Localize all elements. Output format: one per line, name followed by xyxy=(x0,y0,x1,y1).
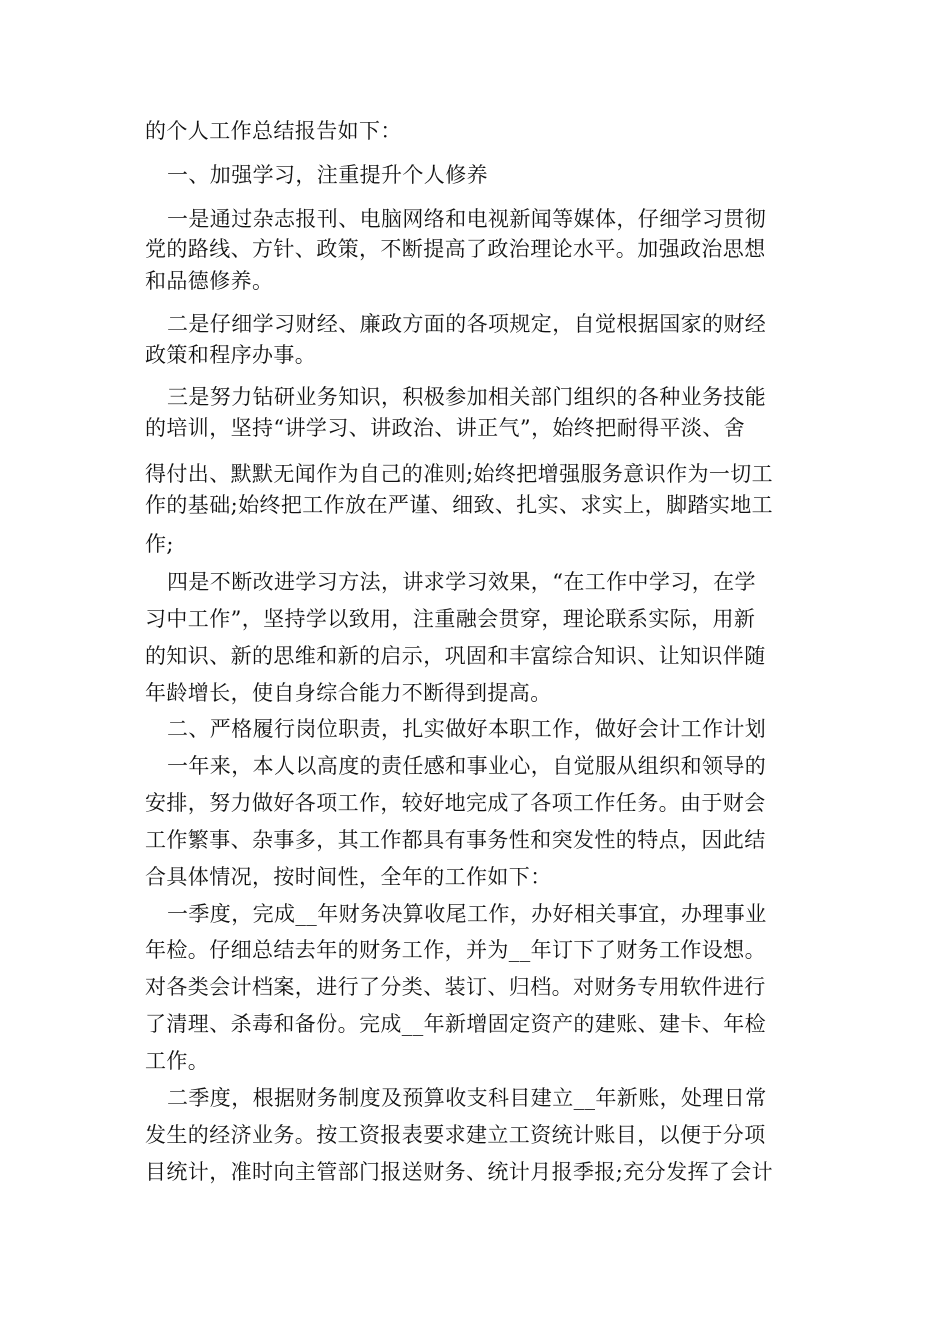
text-line: 四是不断改进学习方法，讲求学习效果，“在工作中学习，在学 xyxy=(167,570,756,594)
section-heading: 二、严格履行岗位职责，扎实做好本职工作，做好会计工作计划 xyxy=(167,717,767,741)
text-line: 习中工作”，坚持学以致用，注重融会贯穿，理论联系实际，用新 xyxy=(145,607,756,631)
text-line: 一是通过杂志报刊、电脑网络和电视新闻等媒体，仔细学习贯彻 xyxy=(167,207,767,231)
text-line: 二季度，根据财务制度及预算收支科目建立__年新账，处理日常 xyxy=(167,1086,767,1110)
text-line: 的培训，坚持“讲学习、讲政治、讲正气”，始终把耐得平淡、舍 xyxy=(145,416,746,440)
text-line: 了清理、杀毒和备份。完成__年新增固定资产的建账、建卡、年检 xyxy=(145,1012,766,1036)
text-line: 年龄增长，使自身综合能力不断得到提高。 xyxy=(145,681,552,705)
text-line: 党的路线、方针、政策，不断提高了政治理论水平。加强政治思想 xyxy=(145,237,766,261)
text-line: 年检。仔细总结去年的财务工作，并为__年订下了财务工作设想。 xyxy=(145,938,766,962)
text-line: 目统计，准时向主管部门报送财务、统计月报季报;充分发挥了会计 xyxy=(145,1160,774,1184)
text-line: 对各类会计档案，进行了分类、装订、归档。对财务专用软件进行 xyxy=(145,975,766,999)
text-line: 的个人工作总结报告如下： xyxy=(145,119,402,143)
text-line: 工作繁事、杂事多，其工作都具有事务性和突发性的特点，因此结 xyxy=(145,828,766,852)
text-line: 发生的经济业务。按工资报表要求建立工资统计账目，以便于分项 xyxy=(145,1123,766,1147)
text-line: 政策和程序办事。 xyxy=(145,343,317,367)
text-line: 得付出、默默无闻作为自己的准则;始终把增强服务意识作为一切工 xyxy=(145,462,774,486)
text-line: 一年来，本人以高度的责任感和事业心，自觉服从组织和领导的 xyxy=(167,754,767,778)
text-line: 三是努力钻研业务知识，积极参加相关部门组织的各种业务技能 xyxy=(167,385,767,409)
text-line: 一季度，完成__年财务决算收尾工作，办好相关事宜，办理事业 xyxy=(167,902,767,926)
text-line: 二是仔细学习财经、廉政方面的各项规定，自觉根据国家的财经 xyxy=(167,312,767,336)
text-line: 作的基础;始终把工作放在严谨、细致、扎实、求实上，脚踏实地工 xyxy=(145,493,774,517)
text-line: 的知识、新的思维和新的启示，巩固和丰富综合知识、让知识伴随 xyxy=(145,644,766,668)
text-line: 和品德修养。 xyxy=(145,269,274,293)
text-line: 合具体情况，按时间性，全年的工作如下： xyxy=(145,865,552,889)
section-heading: 一、加强学习，注重提升个人修养 xyxy=(167,163,488,187)
text-line: 作; xyxy=(145,532,174,556)
text-line: 工作。 xyxy=(145,1049,210,1073)
text-line: 安排，努力做好各项工作，较好地完成了各项工作任务。由于财会 xyxy=(145,791,766,815)
